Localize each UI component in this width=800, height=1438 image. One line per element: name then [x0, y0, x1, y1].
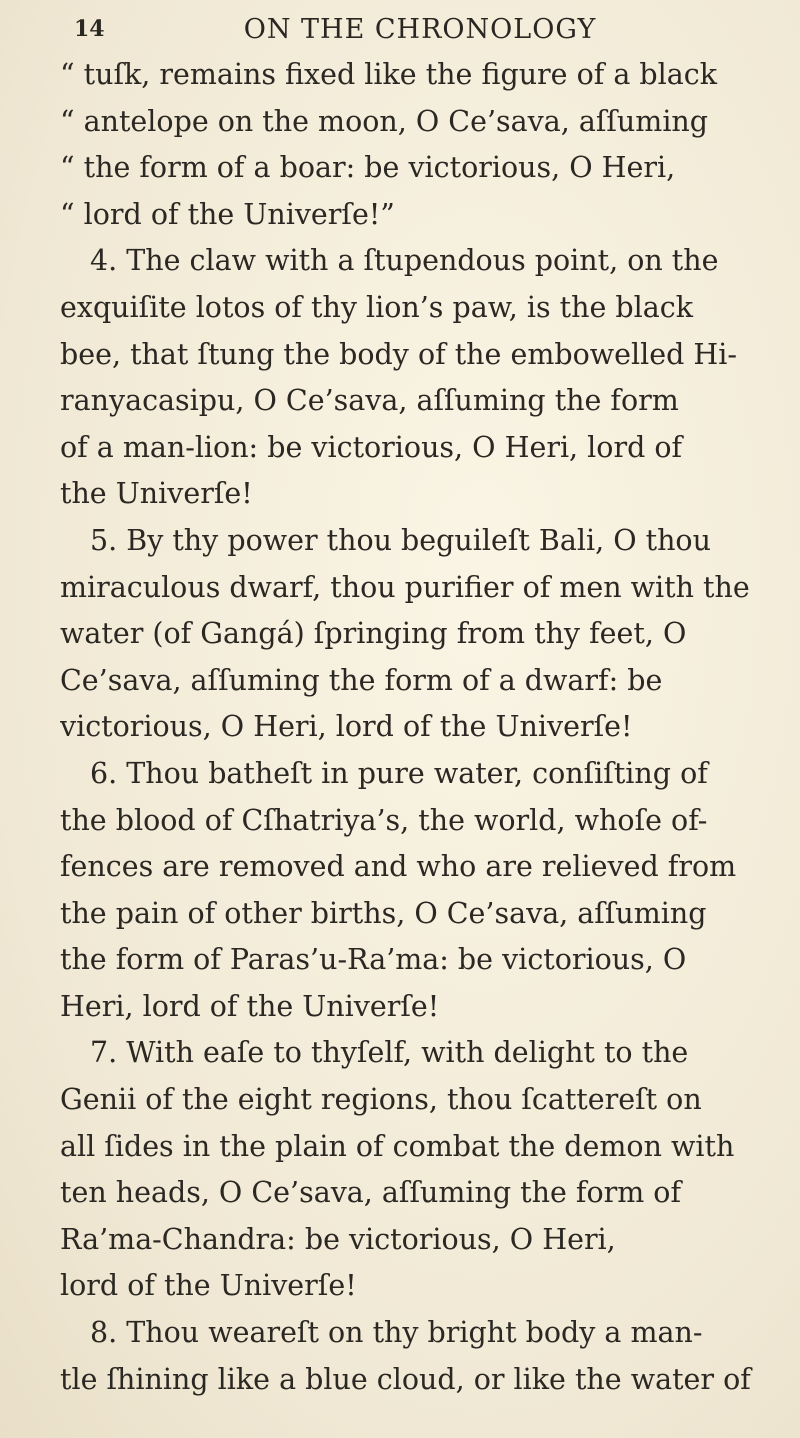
text-line: Ce’sava, aſſuming the form of a dwarf: be	[60, 663, 663, 697]
paragraph-5-start: 5. By thy power thou beguileſt Bali, O thou	[90, 523, 711, 557]
text-line: the Univerſe!	[60, 477, 253, 511]
text-line: Heri, lord of the Univerſe!	[60, 989, 440, 1023]
text-line: “ tuſk, remains fixed like the figure of a black	[60, 58, 718, 91]
text-line: ten heads, O Ce’sava, aſſuming the form of	[60, 1176, 682, 1210]
text-line: of a man-lion: be victorious, O Heri, lord of	[60, 430, 683, 464]
page-number: 14	[74, 16, 105, 42]
body-text	[60, 52, 765, 1403]
text-line: Ra’ma-Chandra: be victorious, O Heri,	[60, 1222, 616, 1256]
text-line: the pain of other births, O Ce’sava, aſſuming	[60, 896, 707, 930]
text-line: “ the form of a boar: be victorious, O Heri,	[60, 151, 676, 185]
paragraph-8-start: 8. Thou weareſt on thy bright body a man-	[90, 1316, 703, 1350]
text-line: all ſides in the plain of combat the demon with	[60, 1129, 735, 1163]
text-line: “ lord of the Univerſe!”	[60, 197, 395, 231]
paragraph-6-start: 6. Thou batheſt in pure water, conſiſting of	[90, 756, 708, 790]
text-line: the blood of Cſhatriya’s, the world, whoſe of-	[60, 803, 708, 837]
text-line: the form of Paras’u-Ra’ma: be victorious, O	[60, 943, 687, 977]
text-line: tle ſhining like a blue cloud, or like the water of	[60, 1362, 751, 1396]
paragraph-4-start: 4. The claw with a ſtupendous point, on the	[90, 244, 719, 278]
text-line: ranyacasipu, O Ce’sava, aſſuming the form	[60, 384, 679, 418]
text-line: bee, that ſtung the body of the embowelled Hi-	[60, 337, 738, 371]
text-line: water (of Gangá) ſpringing from thy feet, O	[60, 617, 687, 651]
text-line: fences are removed and who are relieved from	[60, 850, 737, 884]
paragraph-7-start: 7. With eaſe to thyſelf, with delight to the	[90, 1036, 689, 1070]
running-head: ON THE CHRONOLOGY	[243, 14, 597, 45]
text-line: miraculous dwarf, thou purifier of men with the	[60, 570, 750, 604]
text-line: Genii of the eight regions, thou ſcattereſt on	[60, 1083, 702, 1117]
text-line: lord of the Univerſe!	[60, 1269, 357, 1303]
text-line: victorious, O Heri, lord of the Univerſe!	[60, 710, 633, 744]
text-line: “ antelope on the moon, O Ce’sava, aſſuming	[60, 104, 709, 138]
page-header	[60, 10, 740, 50]
text-line: exquiſite lotos of thy lion’s paw, is the black	[60, 290, 693, 324]
